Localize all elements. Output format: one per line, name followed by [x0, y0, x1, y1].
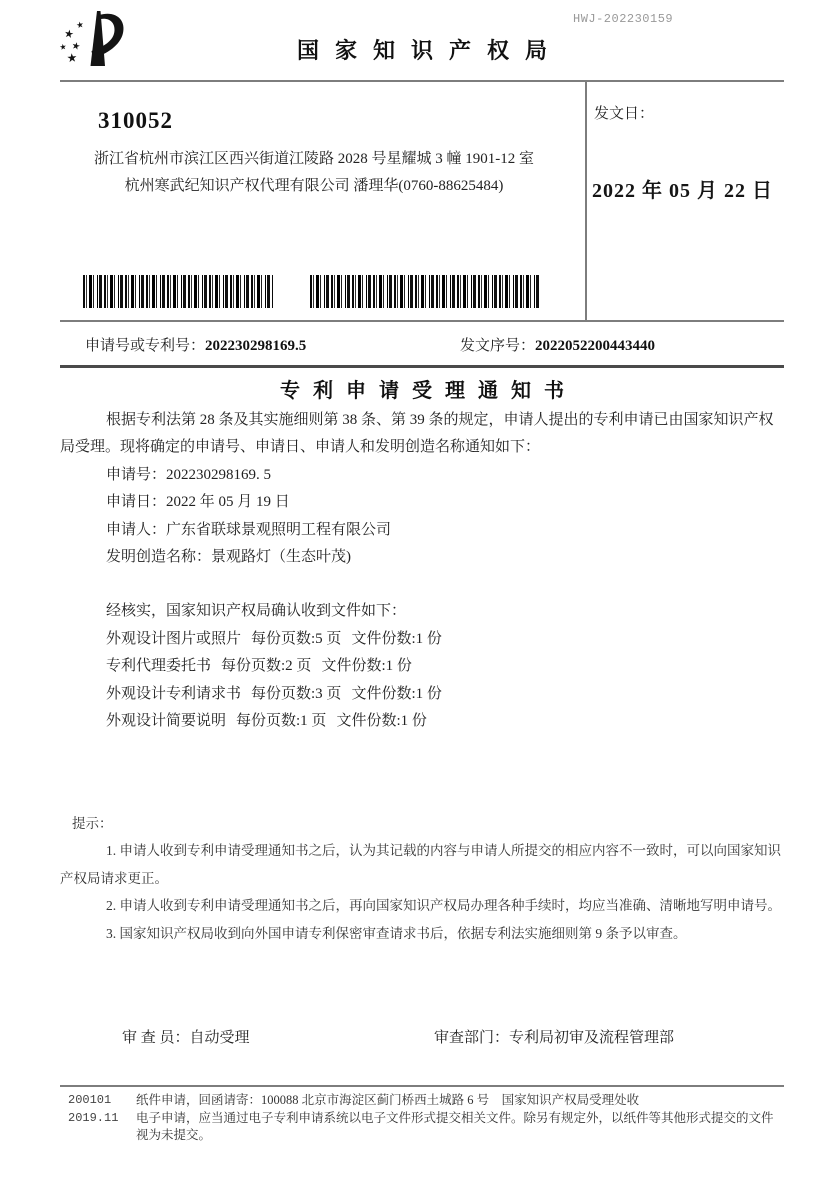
application-number-pair: [85, 334, 306, 355]
serial-barcode: [310, 275, 540, 308]
dispatch-date-label: 发文日：: [594, 106, 655, 122]
footer-divider-line: [60, 1085, 784, 1087]
department-label: 审查部门：: [434, 1030, 510, 1046]
application-field-row: [60, 517, 784, 544]
serial-number-label: 发文序号：: [460, 338, 536, 354]
document-pages: 每份页数:3 页: [251, 685, 342, 702]
footer-note-row: [68, 1110, 784, 1145]
notice-intro-paragraph: 根据专利法第 28 条及其实施细则第 38 条、第 39 条的规定，申请人提出的专利申请已由国家知识产权局受理。现将确定的申请号、申请日、申请人和发明创造名称通知如下：: [60, 412, 774, 456]
received-document-row: [60, 653, 784, 680]
agency-title: 国家知识产权局: [296, 38, 563, 63]
notice-title: 专利申请受理通知书: [280, 380, 577, 402]
received-documents-intro: 经核实，国家知识产权局确认收到文件如下：: [106, 603, 407, 620]
examiner-label: 审 查 员：: [122, 1030, 190, 1046]
field-value: 景观路灯（生态叶茂): [211, 549, 352, 566]
document-name: 外观设计图片或照片: [106, 630, 242, 647]
tip-item: 2. 申请人收到专利申请受理通知书之后，再向国家知识产权局办理各种手续时，均应当准确、清晰地写明申请号。: [106, 898, 781, 914]
recipient-address: [80, 146, 548, 200]
field-value: 2022 年 05 月 19 日: [166, 494, 290, 511]
field-label: 申请日：: [106, 494, 167, 511]
barcode-divider-line: [60, 320, 784, 322]
recipient-address-line2: 杭州寒武纪知识产权代理有限公司 潘理华(0760-88625484): [124, 178, 504, 194]
footer-note-text: 纸件申请，回函请寄：100088 北京市海淀区蓟门桥西土城路 6 号 国家知识产权局受理处收: [136, 1093, 640, 1107]
department-value: 专利局初审及流程管理部: [509, 1030, 675, 1046]
application-barcode: [83, 275, 273, 308]
footer-note-row: [68, 1092, 784, 1110]
document-copies: 文件份数:1 份: [351, 685, 442, 702]
document-copies: 文件份数:1 份: [336, 713, 427, 730]
department-pair: [434, 1026, 674, 1047]
document-pages: 每份页数:1 页: [236, 713, 327, 730]
document-name: 外观设计简要说明: [106, 713, 227, 730]
header-divider-line: [60, 80, 784, 82]
tips-section: [60, 810, 784, 947]
document-pages: 每份页数:2 页: [221, 658, 312, 675]
serial-number-value: 2022052200443440: [535, 338, 656, 354]
recipient-address-line1: 浙江省杭州市滨江区西兴街道江陵路 2028 号星耀城 3 幢 1901-12 室: [94, 151, 534, 167]
document-pages: 每份页数:5 页: [251, 630, 342, 647]
received-document-row: [60, 626, 784, 653]
received-document-row: [60, 681, 784, 708]
document-name: 专利代理委托书: [106, 658, 212, 675]
field-value: 202230298169. 5: [166, 466, 272, 483]
recipient-postal-code: 310052: [98, 108, 173, 133]
dispatch-date-value: 2022 年 05 月 22 日: [592, 180, 773, 202]
notice-body: [60, 407, 784, 735]
tip-item: 1. 申请人收到专利申请受理通知书之后，认为其记载的内容与申请人所提交的相应内容不一致时，可以向国家知识产权局请求更正。: [60, 843, 781, 886]
application-number-value: 202230298169.5: [205, 338, 307, 354]
field-label: 申请人：: [106, 521, 167, 538]
footer-notes: [68, 1092, 784, 1145]
document-reference-code: HWJ-202230159: [573, 12, 674, 26]
footer-form-code: 200101: [68, 1093, 112, 1107]
examiner-pair: [122, 1026, 250, 1047]
application-fields: [60, 462, 784, 572]
application-number-label: 申请号或专利号：: [85, 338, 206, 354]
serial-number-pair: [460, 334, 655, 355]
field-label: 申请号：: [106, 466, 167, 483]
document-copies: 文件份数:1 份: [351, 630, 442, 647]
document-name: 外观设计专利请求书: [106, 685, 242, 702]
application-field-row: [60, 544, 784, 571]
application-field-row: [60, 489, 784, 516]
field-value: 广东省联球景观照明工程有限公司: [166, 521, 392, 538]
tips-heading: 提示：: [72, 816, 113, 831]
application-field-row: [60, 462, 784, 489]
document-copies: 文件份数:1 份: [321, 658, 412, 675]
received-document-row: [60, 708, 784, 735]
field-label: 发明创造名称：: [106, 549, 212, 566]
tips-list: [60, 837, 784, 947]
title-divider-line: [60, 365, 784, 368]
footer-note-text: 电子申请，应当通过电子专利申请系统以电子文件形式提交相关文件。除另有规定外，以纸件等其他形式提交的文件视为未提交。: [136, 1110, 774, 1142]
tip-item: 3. 国家知识产权局收到向外国申请专利保密审查请求书后，依据专利法实施细则第 9 条予以审查。: [106, 925, 687, 941]
examiner-value: 自动受理: [189, 1030, 250, 1046]
dispatch-box-vertical-line: [585, 81, 587, 321]
received-documents-list: [60, 626, 784, 736]
footer-form-code: 2019.11: [68, 1110, 119, 1125]
